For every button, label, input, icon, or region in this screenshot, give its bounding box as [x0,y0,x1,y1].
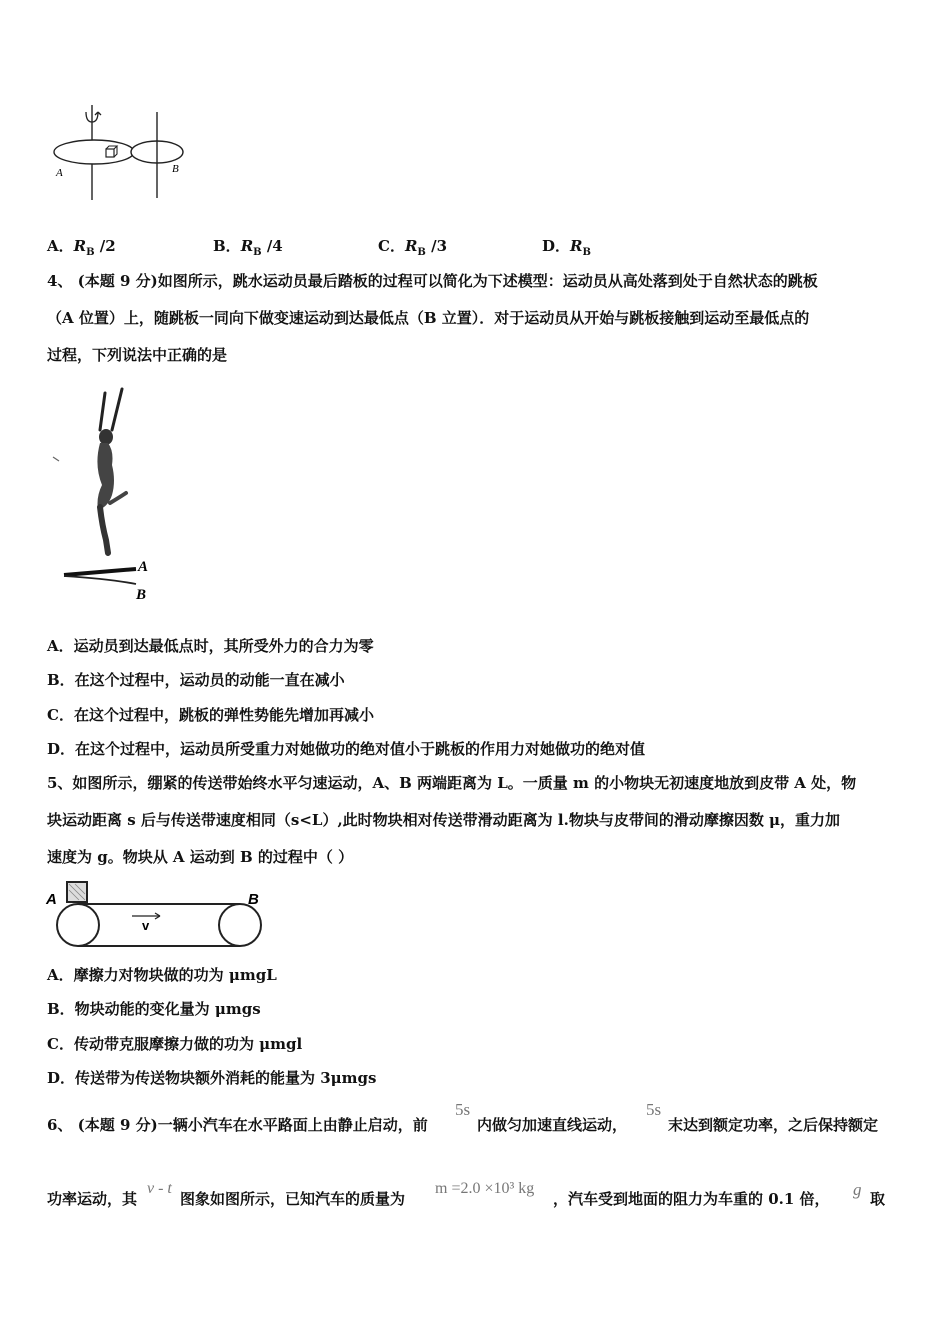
q4-diver-figure [50,385,160,607]
q3-option-a-tail: /2 [94,237,116,255]
q3-option-a-letter: A． [47,237,74,255]
q6-math-5s-second: 5s [646,1100,662,1119]
q5-option-c[interactable]: C．传动带克服摩擦力做的功为 μmgl [47,1035,303,1053]
q4-stem-line2: （A 位置）上，随跳板一同向下做变速运动到达最低点（B 立置）．对于运动员从开始与跳板接触到运动至最低点的 [47,309,810,327]
q4-fig-label-b: B [136,587,147,603]
q3-option-c[interactable] [378,236,447,263]
q3-option-b-var: R [240,237,254,255]
q6-stem-line1-b: 内做匀加速直线运动， [477,1116,628,1134]
q4-stem-line1: 4、 (本题 9 分)如图所示，跳水运动员最后踏板的过程可以简化为下述模型：运动员从高处落到处于自然状态的跳板 [47,272,818,290]
q5-fig-label-a: A [46,891,57,908]
q3-option-d-var: R [570,237,583,255]
q6-stem-line2-c: ，汽车受到地面的阻力为车重的 0.1 倍， [553,1190,830,1208]
q4-fig-label-a: A [138,559,149,575]
q4-stem-line3: 过程，下列说法中正确的是 [47,346,228,364]
q3-option-c-tail: /3 [425,237,448,255]
q5-option-a[interactable]: A．摩擦力对物块做的功为 μmgL [47,966,277,984]
q6-stem-line1-c: 末达到额定功率，之后保持额定 [668,1116,879,1134]
q5-option-b[interactable]: B．物块动能的变化量为 μmgs [47,1000,261,1018]
q3-option-b-tail: /4 [261,237,283,255]
q6-math-5s-first: 5s [455,1100,471,1119]
q6-math-mass: m =2.0 ×10³ kg [435,1180,535,1197]
q3-option-b-letter: B． [213,237,241,255]
q3-option-b-sub: B [253,247,262,258]
q4-option-a[interactable]: A．运动员到达最低点时，其所受外力的合力为零 [47,637,374,655]
q4-option-b[interactable]: B．在这个过程中，运动员的动能一直在减小 [47,671,345,689]
q5-stem-line1: 5、如图所示，绷紧的传送带始终水平匀速运动，A、B 两端距离为 L。一质量 m 的小物块无初速度地放到皮带 A 处，物 [47,774,857,792]
q5-fig-label-b: B [248,891,259,908]
q6-stem-line1-a: 6、 (本题 9 分)一辆小汽车在水平路面上由静止启动，前 [47,1116,428,1134]
q3-option-a-var: R [73,237,87,255]
q6-math-vt: v - t [147,1180,172,1197]
q3-option-c-var: R [404,237,418,255]
q5-fig-label-v: v [142,918,150,933]
q3-option-a[interactable] [47,236,116,263]
q3-option-d[interactable] [542,236,591,263]
q4-option-c[interactable]: C．在这个过程中，跳板的弹性势能先增加再减小 [47,706,374,724]
q3-option-d-sub: B [582,247,591,258]
q5-stem-line3: 速度为 g。物块从 A 运动到 B 的过程中（ ） [47,848,354,866]
q3-option-c-sub: B [417,247,426,258]
q5-conveyor-figure [42,878,272,953]
q3-option-c-letter: C． [378,237,405,255]
q6-stem-line2-b: 图象如图所示，已知汽车的质量为 [180,1190,406,1208]
q6-math-g: g [853,1180,862,1199]
q6-stem-line2-a: 功率运动，其 [47,1190,138,1208]
q3-fig-label-b: B [172,163,179,175]
q3-option-b[interactable] [213,236,283,263]
q3-option-a-sub: B [86,247,95,258]
q5-option-d[interactable]: D．传送带为传送物块额外消耗的能量为 3μmgs [47,1069,377,1087]
q3-option-d-letter: D． [542,237,571,255]
q3-fig-label-a: A [56,167,63,179]
q6-stem-line2-d: 取 [870,1190,886,1208]
q5-stem-line2: 块运动距离 s 后与传送带速度相同（s<L）,此时物块相对传送带滑动距离为 l.物块与皮带间的滑动摩擦因数 μ，重力加 [47,811,841,829]
q3-disc-figure [50,100,190,205]
q4-option-d[interactable]: D．在这个过程中，运动员所受重力对她做功的绝对值小于跳板的作用力对她做功的绝对值 [47,740,646,758]
